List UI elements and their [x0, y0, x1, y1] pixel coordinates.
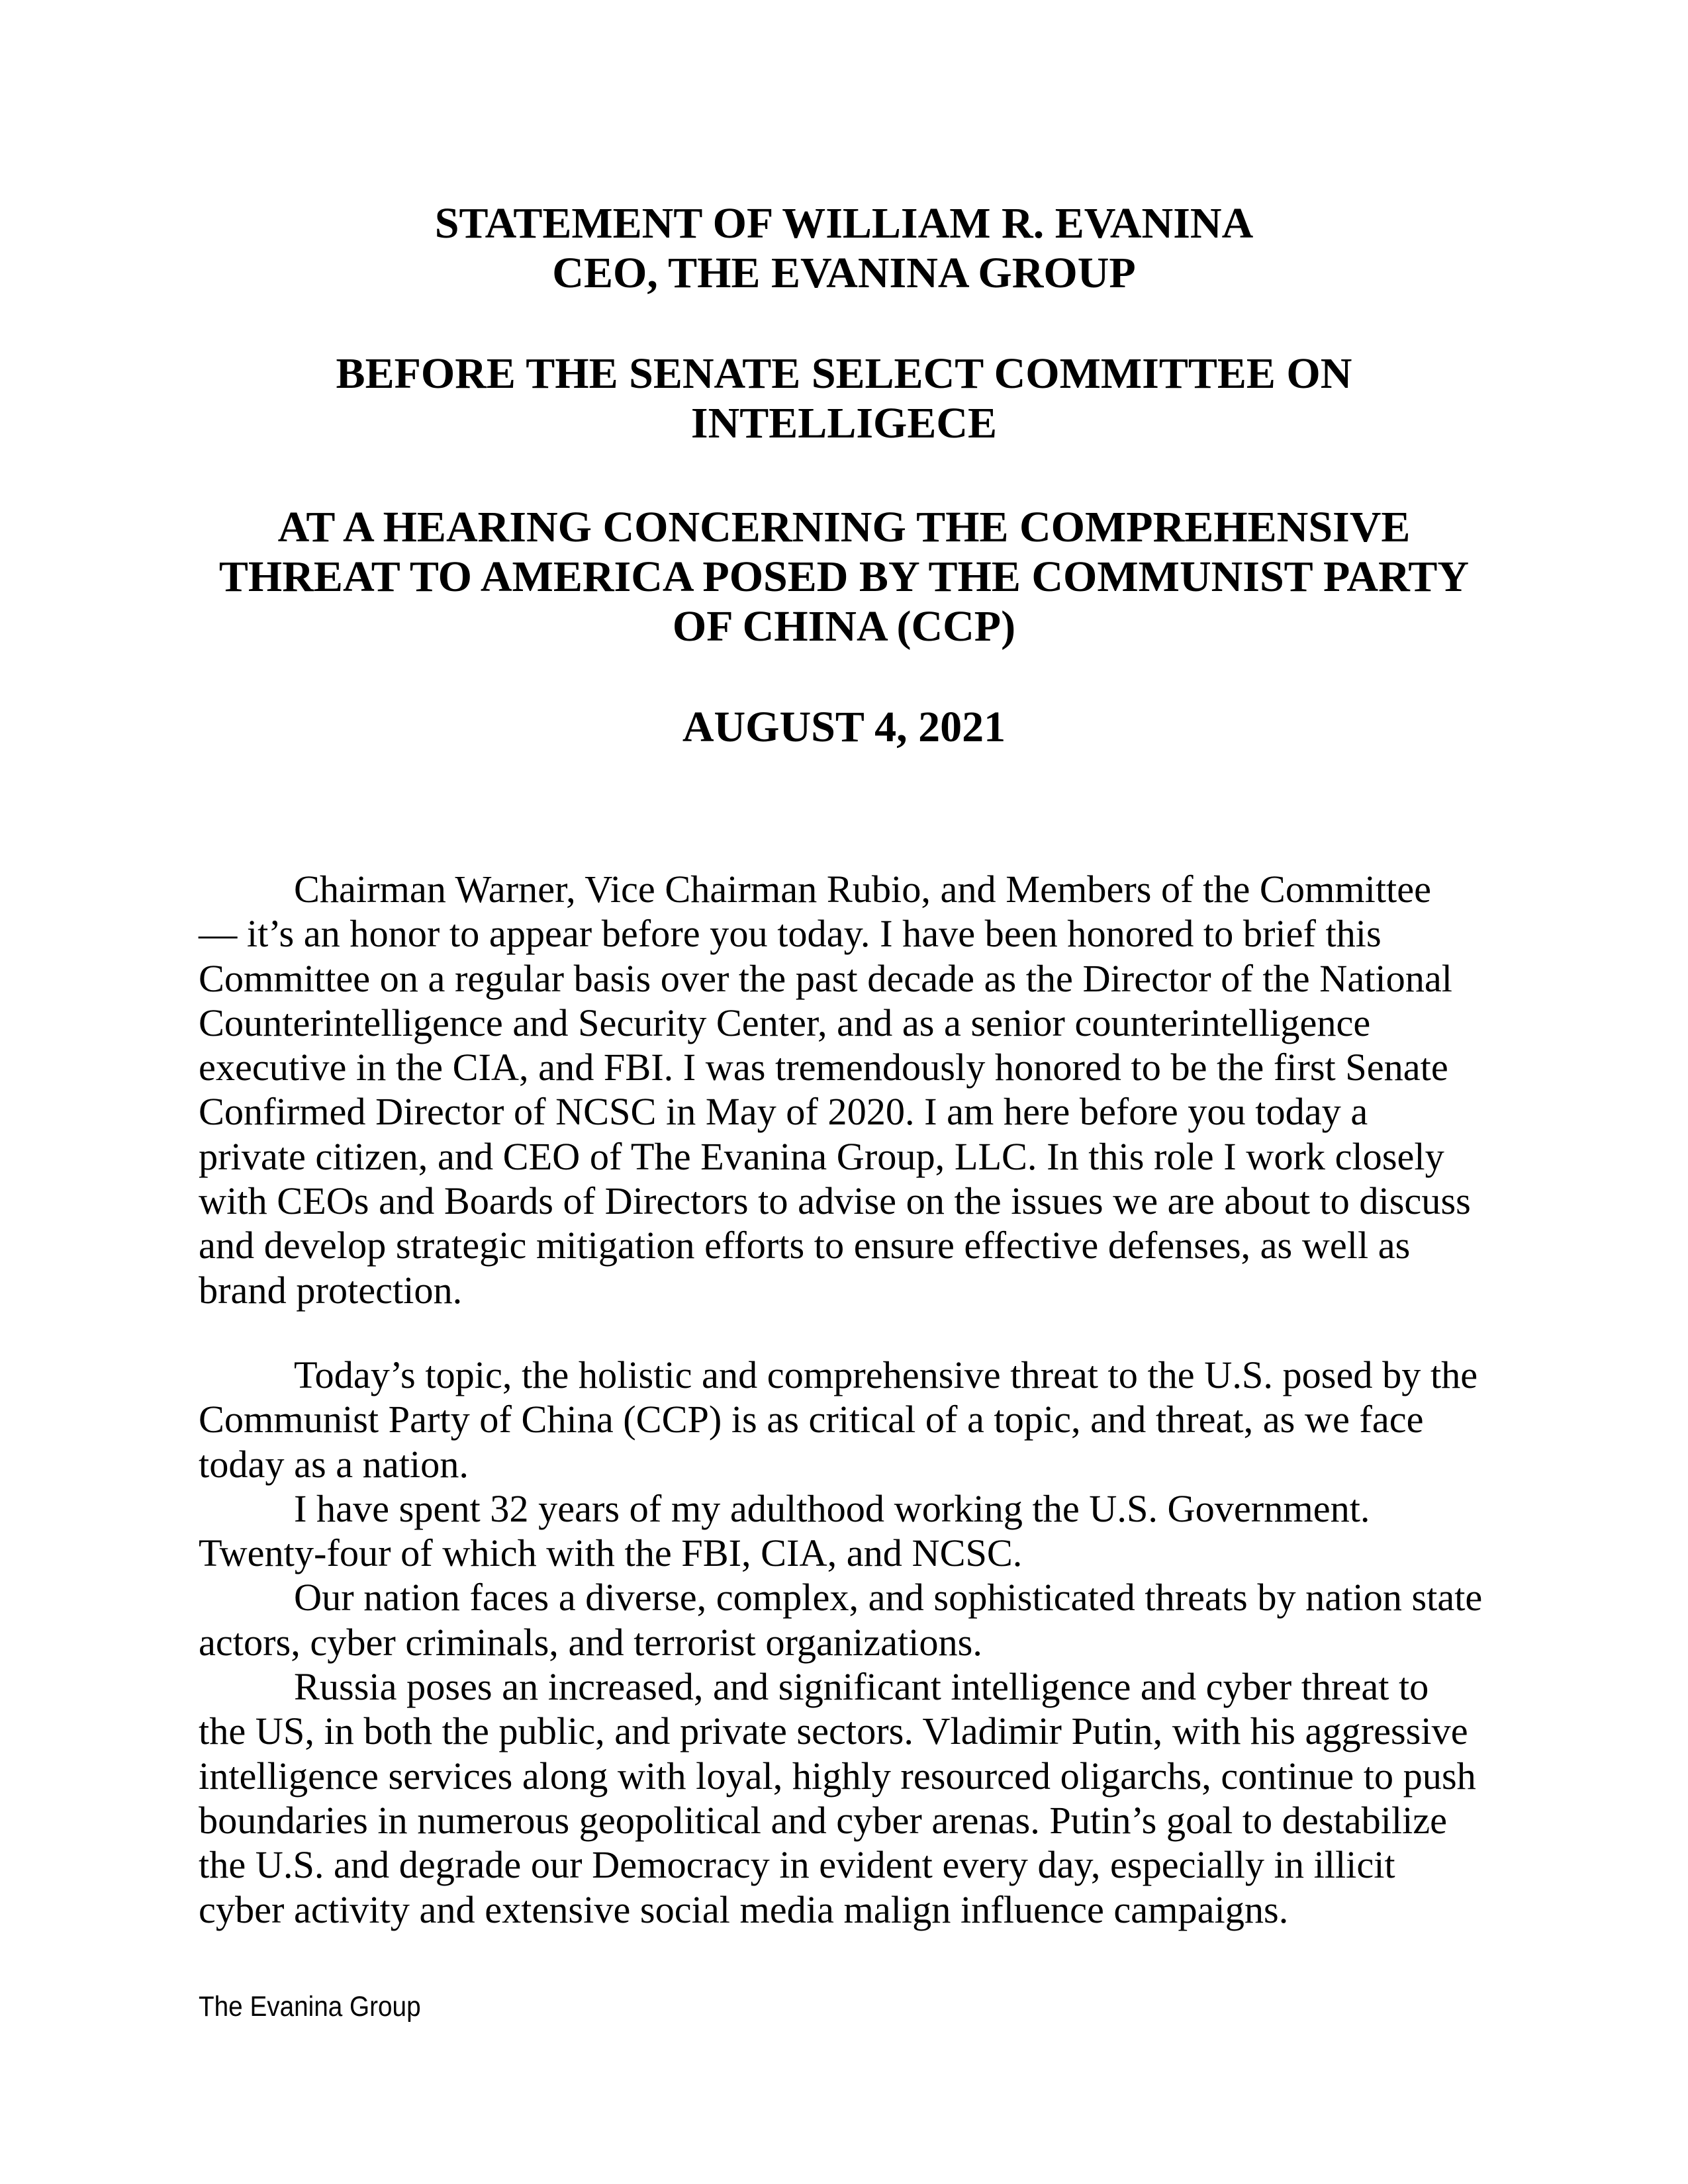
paragraph-line: cyber activity and extensive social media malign influence campaigns.: [199, 1888, 1289, 1931]
paragraph-line: Communist Party of China (CCP) is as critical of a topic, and threat, as we face: [199, 1398, 1424, 1441]
page-footer: The Evanina Group: [199, 1991, 421, 2023]
paragraph-line: private citizen, and CEO of The Evanina Group, LLC. In this role I work closely: [199, 1134, 1444, 1178]
heading-statement: [0, 199, 1688, 298]
paragraph-line: Counterintelligence and Security Center, and as a senior counterintelligence: [199, 1001, 1371, 1044]
paragraph-line: Today’s topic, the holistic and comprehensive threat to the U.S. posed by the: [294, 1353, 1478, 1396]
paragraph-line: Confirmed Director of NCSC in May of 2020. I am here before you today a: [199, 1090, 1368, 1134]
paragraph-line: I have spent 32 years of my adulthood working the U.S. Government.: [294, 1486, 1370, 1530]
paragraph-opening: [199, 867, 1496, 1312]
paragraph-line: Russia poses an increased, and significant intelligence and cyber threat to: [294, 1665, 1429, 1709]
body-continued: [199, 1353, 1496, 1932]
heading-line: AUGUST 4, 2021: [682, 703, 1006, 751]
paragraph-line: Our nation faces a diverse, complex, and sophisticated threats by nation state: [294, 1576, 1483, 1619]
paragraph-line: Committee on a regular basis over the past decade as the Director of the National: [199, 956, 1452, 1000]
paragraph-line: intelligence services along with loyal, highly resourced oligarchs, continue to push: [199, 1754, 1476, 1797]
paragraph-line: Chairman Warner, Vice Chairman Rubio, and Members of the Committee: [294, 868, 1431, 911]
heading-committee: [0, 349, 1688, 448]
paragraph-line: brand protection.: [199, 1268, 463, 1312]
heading-line: OF CHINA (CCP): [672, 602, 1016, 651]
paragraph-line: actors, cyber criminals, and terrorist organizations.: [199, 1620, 982, 1664]
heading-line: AT A HEARING CONCERNING THE COMPREHENSIVE: [277, 503, 1411, 551]
paragraph-line: and develop strategic mitigation efforts to ensure effective defenses, as well as: [199, 1224, 1411, 1267]
heading-line: BEFORE THE SENATE SELECT COMMITTEE ON: [336, 349, 1352, 398]
paragraph-line: with CEOs and Boards of Directors to advise on the issues we are about to discuss: [199, 1179, 1471, 1223]
heading-line: CEO, THE EVANINA GROUP: [552, 249, 1136, 297]
heading-date: [0, 702, 1688, 752]
paragraph-line: — it’s an honor to appear before you today. I have been honored to brief this: [199, 912, 1382, 956]
paragraph-line: boundaries in numerous geopolitical and cyber arenas. Putin’s goal to destabilize: [199, 1798, 1448, 1842]
heading-line: THREAT TO AMERICA POSED BY THE COMMUNIST PARTY: [218, 553, 1470, 601]
heading-hearing: [0, 502, 1688, 651]
paragraph-line: Twenty-four of which with the FBI, CIA, and NCSC.: [199, 1531, 1023, 1575]
paragraph-line: today as a nation.: [199, 1442, 469, 1486]
heading-line: STATEMENT OF WILLIAM R. EVANINA: [434, 199, 1254, 248]
paragraph-line: the U.S. and degrade our Democracy in evident every day, especially in illicit: [199, 1843, 1395, 1887]
paragraph-line: the US, in both the public, and private sectors. Vladimir Putin, with his aggressive: [199, 1709, 1468, 1753]
heading-line: INTELLIGECE: [690, 399, 998, 447]
paragraph-line: executive in the CIA, and FBI. I was tremendously honored to be the first Senate: [199, 1046, 1448, 1089]
